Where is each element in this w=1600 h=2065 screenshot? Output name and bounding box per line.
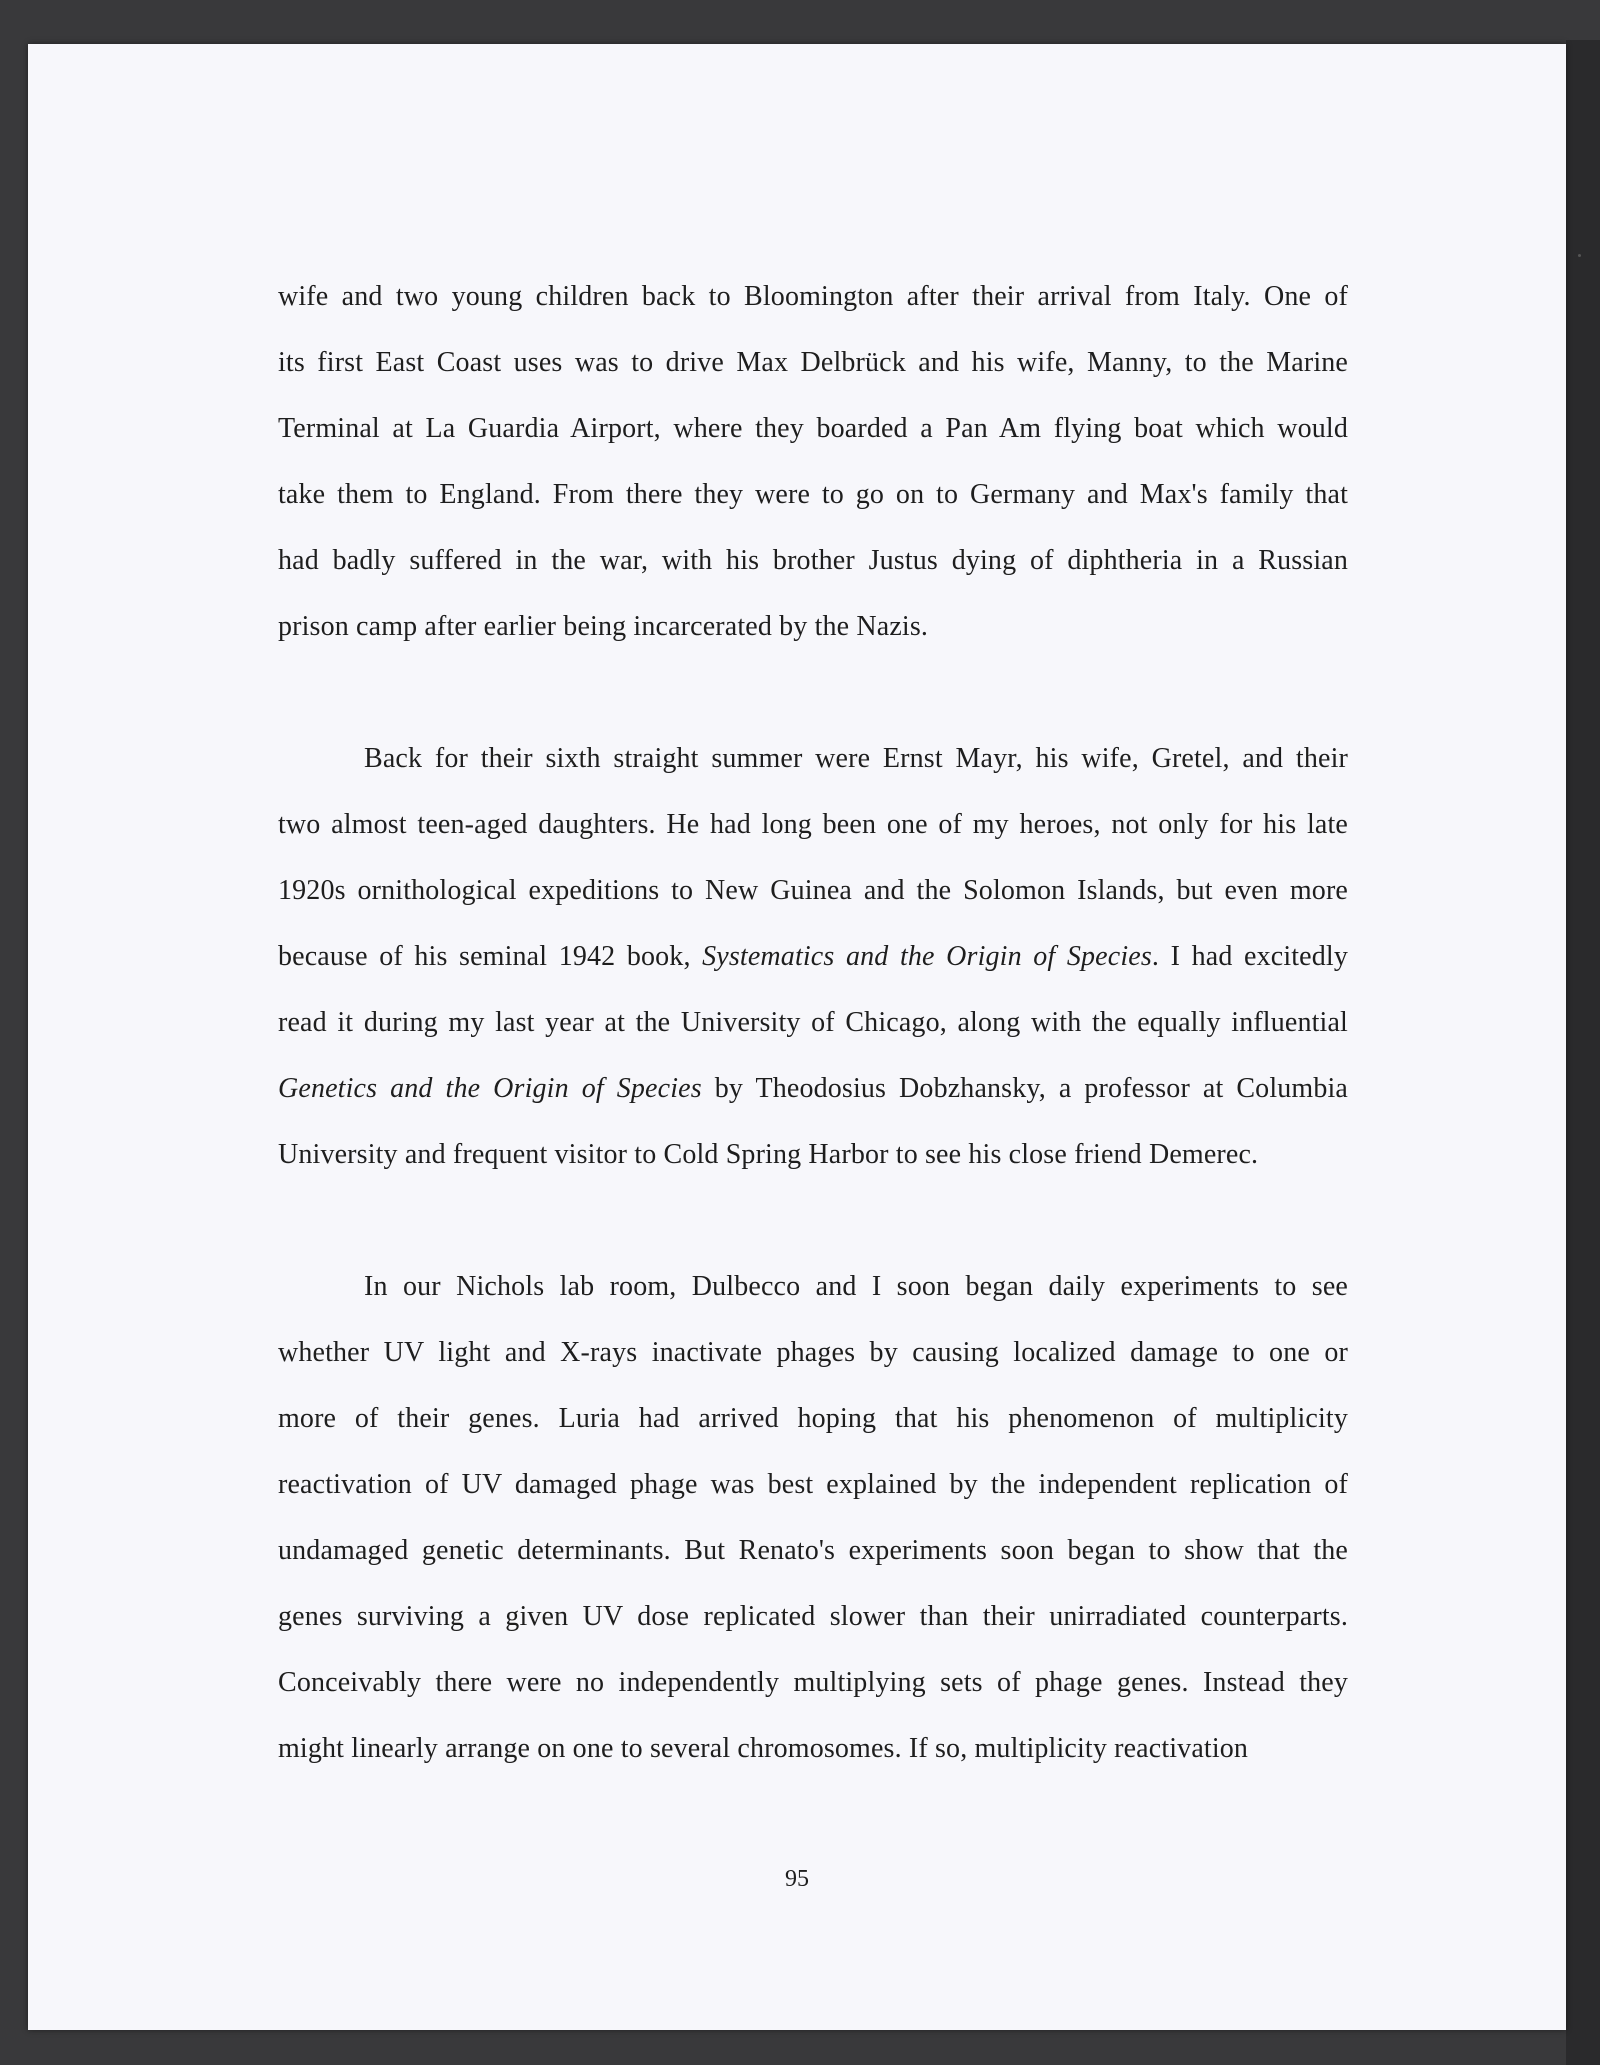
text-line — [278, 858, 1348, 924]
page-edge-shadow — [1566, 40, 1600, 2065]
document-page — [28, 44, 1566, 2030]
text-line — [278, 990, 1348, 1056]
text-run: by Theodosius Dobzhansky, a professor at Columbia — [701, 1073, 1348, 1104]
book-title: Systematics and the Origin of Species — [702, 941, 1152, 972]
text-run: wife and two young children back to Bloomington after their arrival from Italy. One of — [278, 281, 1348, 312]
text-run: its first East Coast uses was to drive Max Delbrück and his wife, Manny, to the Marine — [278, 347, 1348, 378]
text-run: more of their genes. Luria had arrived hoping that his phenomenon of multiplicity — [278, 1403, 1348, 1434]
text-line — [278, 1650, 1348, 1716]
text-run: In our Nichols lab room, Dulbecco and I soon began daily experiments to see — [364, 1271, 1348, 1302]
text-run: University and frequent visitor to Cold Spring Harbor to see his close friend Demerec. — [278, 1139, 1259, 1170]
text-line — [278, 1386, 1348, 1452]
text-run: . I had excitedly — [1151, 941, 1348, 972]
text-run: prison camp after earlier being incarcerated by the Nazis. — [278, 611, 929, 642]
text-run: whether UV light and X-rays inactivate phages by causing localized damage to one or — [278, 1337, 1348, 1368]
text-line — [278, 1056, 1348, 1122]
text-run: undamaged genetic determinants. But Renato's experiments soon began to show that the — [278, 1535, 1348, 1566]
text-line — [278, 1254, 1348, 1320]
text-line — [278, 1584, 1348, 1650]
text-line — [278, 924, 1348, 990]
text-line — [278, 462, 1348, 528]
page-number: 95 — [785, 1866, 809, 1892]
text-run: had badly suffered in the war, with his brother Justus dying of diphtheria in a Russian — [278, 545, 1348, 576]
text-line — [278, 264, 1348, 330]
body-text — [278, 264, 1348, 1848]
scan-speck — [1578, 254, 1581, 257]
text-line — [278, 1320, 1348, 1386]
text-line — [278, 1716, 1348, 1782]
text-line — [278, 1518, 1348, 1584]
text-run: 1920s ornithological expeditions to New Guinea and the Solomon Islands, but even more — [278, 875, 1348, 906]
text-run: genes surviving a given UV dose replicated slower than their unirradiated counterparts. — [278, 1601, 1348, 1632]
paragraph — [278, 1254, 1348, 1782]
text-run: Terminal at La Guardia Airport, where they boarded a Pan Am flying boat which would — [278, 413, 1348, 444]
text-line — [278, 330, 1348, 396]
text-run: because of his seminal 1942 book, — [278, 941, 703, 972]
text-line — [278, 396, 1348, 462]
text-line — [278, 594, 1348, 660]
text-run: Back for their sixth straight summer were Ernst Mayr, his wife, Gretel, and their — [364, 743, 1348, 774]
text-line — [278, 726, 1348, 792]
text-run: Conceivably there were no independently multiplying sets of phage genes. Instead they — [278, 1667, 1348, 1698]
text-run: read it during my last year at the University of Chicago, along with the equally influential — [278, 1007, 1348, 1038]
text-line — [278, 1452, 1348, 1518]
text-run: take them to England. From there they were to go on to Germany and Max's family that — [278, 479, 1348, 510]
text-line — [278, 528, 1348, 594]
paragraph — [278, 726, 1348, 1188]
text-line — [278, 792, 1348, 858]
text-run: two almost teen-aged daughters. He had long been one of my heroes, not only for his late — [278, 809, 1348, 840]
book-title: Genetics and the Origin of Species — [278, 1073, 702, 1104]
text-run: might linearly arrange on one to several chromosomes. If so, multiplicity reactivation — [278, 1733, 1249, 1764]
text-line — [278, 1122, 1348, 1188]
text-run: reactivation of UV damaged phage was best explained by the independent replication of — [278, 1469, 1348, 1500]
paragraph — [278, 264, 1348, 660]
